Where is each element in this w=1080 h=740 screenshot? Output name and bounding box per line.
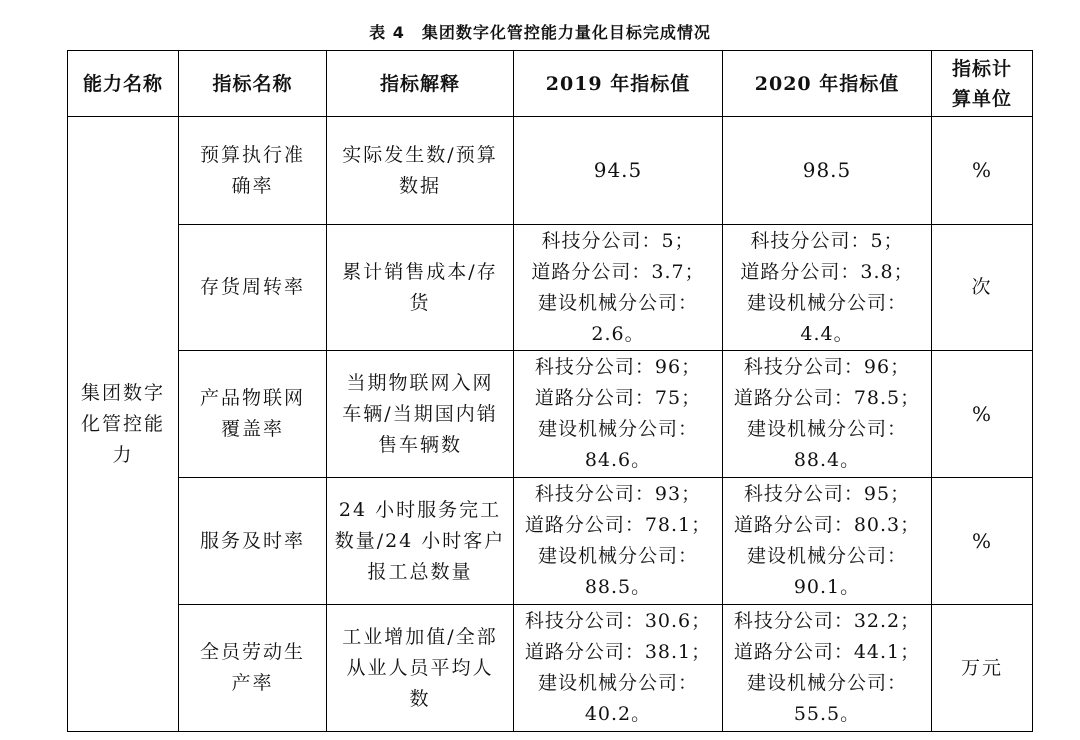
- header-row: [68, 51, 1033, 117]
- value-2019-cell: 94.5: [514, 117, 723, 225]
- unit-cell: 万元: [932, 605, 1033, 732]
- unit-cell: 次: [932, 225, 1033, 351]
- indicator-cell: 全员劳动生 产率: [179, 605, 327, 732]
- header-unit: 指标计 算单位: [932, 51, 1033, 117]
- target-completion-table: [67, 50, 1033, 732]
- table-row: [68, 225, 1033, 351]
- indicator-cell: 存货周转率: [179, 225, 327, 351]
- explanation-cell: 累计销售成本/存 货: [327, 225, 514, 351]
- table-row: [68, 605, 1033, 732]
- table-title: 表 4 集团数字化管控能力量化目标完成情况: [369, 23, 711, 42]
- header-2020-value: 2020 年指标值: [723, 51, 932, 117]
- explanation-cell: 24 小时服务完工 数量/24 小时客户 报工总数量: [327, 478, 514, 605]
- value-2019-cell: 科技分公司：30.6； 道路分公司：38.1； 建设机械分公司： 40.2。: [514, 605, 723, 732]
- value-2020-cell: 科技分公司：5； 道路分公司：3.8； 建设机械分公司： 4.4。: [723, 225, 932, 351]
- indicator-cell: 预算执行准 确率: [179, 117, 327, 225]
- explanation-cell: 实际发生数/预算 数据: [327, 117, 514, 225]
- unit-cell: %: [932, 351, 1033, 478]
- value-2020-cell: 科技分公司：95； 道路分公司：80.3； 建设机械分公司： 90.1。: [723, 478, 932, 605]
- value-2020-cell: 科技分公司：96； 道路分公司：78.5； 建设机械分公司： 88.4。: [723, 351, 932, 478]
- explanation-cell: 工业增加值/全部 从业人员平均人 数: [327, 605, 514, 732]
- value-2019-cell: 科技分公司：96； 道路分公司：75； 建设机械分公司： 84.6。: [514, 351, 723, 478]
- value-2020-cell: 98.5: [723, 117, 932, 225]
- table-row: [68, 351, 1033, 478]
- unit-cell: %: [932, 478, 1033, 605]
- header-2019-value: 2019 年指标值: [514, 51, 723, 117]
- indicator-cell: 产品物联网 覆盖率: [179, 351, 327, 478]
- table-row: [68, 117, 1033, 225]
- header-indicator: 指标名称: [179, 51, 327, 117]
- table-row: [68, 478, 1033, 605]
- capability-group-cell: 集团数字 化管控能 力: [68, 117, 179, 732]
- value-2020-cell: 科技分公司：32.2； 道路分公司：44.1； 建设机械分公司： 55.5。: [723, 605, 932, 732]
- value-2019-cell: 科技分公司：5； 道路分公司：3.7； 建设机械分公司： 2.6。: [514, 225, 723, 351]
- header-explanation: 指标解释: [327, 51, 514, 117]
- explanation-cell: 当期物联网入网 车辆/当期国内销 售车辆数: [327, 351, 514, 478]
- value-2019-cell: 科技分公司：93； 道路分公司：78.1； 建设机械分公司： 88.5。: [514, 478, 723, 605]
- header-capability: 能力名称: [68, 51, 179, 117]
- indicator-cell: 服务及时率: [179, 478, 327, 605]
- unit-cell: %: [932, 117, 1033, 225]
